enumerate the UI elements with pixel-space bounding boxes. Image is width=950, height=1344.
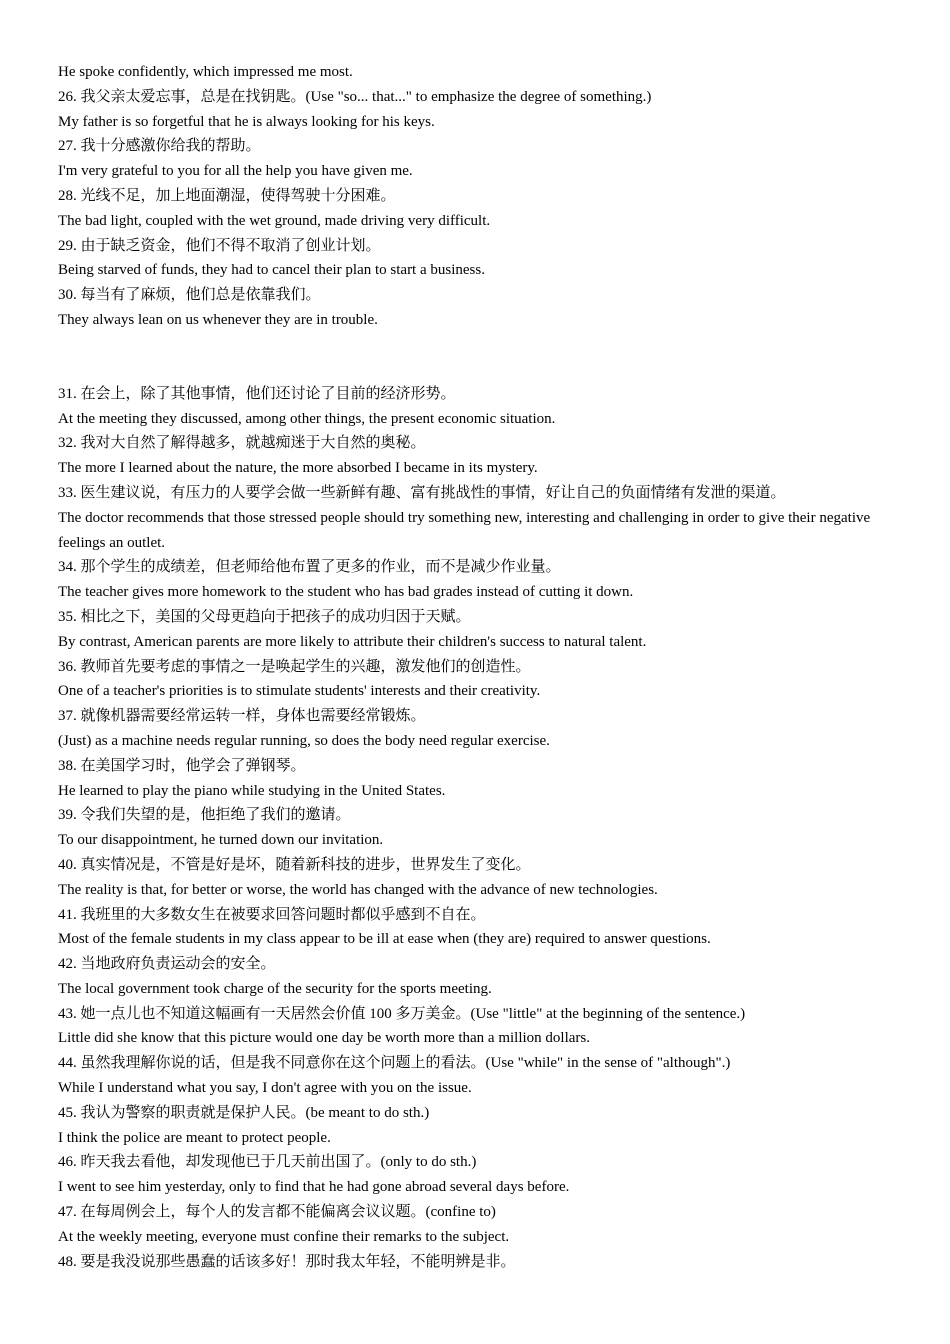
- text-line: 36. 教师首先要考虑的事情之一是唤起学生的兴趣，激发他们的创造性。: [58, 658, 531, 675]
- text-line: By contrast, American parents are more likely to attribute their children's success to natural talent.: [58, 633, 647, 650]
- text-line: At the weekly meeting, everyone must confine their remarks to the subject.: [58, 1228, 510, 1245]
- text-line: 35. 相比之下，美国的父母更趋向于把孩子的成功归因于天赋。: [58, 608, 471, 625]
- text-line: 40. 真实情况是，不管是好是坏，随着新科技的进步，世界发生了变化。: [58, 856, 531, 873]
- text-line: The bad light, coupled with the wet ground, made driving very difficult.: [58, 212, 491, 229]
- paragraph-gap: [58, 333, 898, 382]
- text-line: I went to see him yesterday, only to find that he had gone abroad several days before.: [58, 1179, 570, 1196]
- text-line: (Just) as a machine needs regular running, so does the body need regular exercise.: [58, 732, 550, 749]
- text-line: 31. 在会上，除了其他事情，他们还讨论了目前的经济形势。: [58, 385, 456, 402]
- text-block-1: [58, 60, 898, 333]
- text-line: The reality is that, for better or worse, the world has changed with the advance of new technologies.: [58, 881, 658, 898]
- document-page: [58, 60, 898, 1274]
- text-line: I think the police are meant to protect people.: [58, 1129, 331, 1146]
- text-line: 42. 当地政府负责运动会的安全。: [58, 956, 276, 973]
- text-line: 38. 在美国学习时，他学会了弹钢琴。: [58, 757, 306, 774]
- text-line: 47. 在每周例会上，每个人的发言都不能偏离会议议题。(confine to): [58, 1204, 496, 1221]
- text-line: 41. 我班里的大多数女生在被要求回答问题时都似乎感到不自在。: [58, 906, 486, 923]
- text-line: 28. 光线不足，加上地面潮湿，使得驾驶十分困难。: [58, 187, 396, 204]
- text-line: 26. 我父亲太爱忘事，总是在找钥匙。(Use "so... that..." to emphasize the degree of something.): [58, 88, 652, 105]
- text-block-2: [58, 382, 898, 1275]
- text-line: My father is so forgetful that he is always looking for his keys.: [58, 113, 435, 130]
- text-line: While I understand what you say, I don't agree with you on the issue.: [58, 1080, 472, 1097]
- text-line: 48. 要是我没说那些愚蠢的话该多好！那时我太年轻，不能明辨是非。: [58, 1253, 516, 1270]
- text-line: 34. 那个学生的成绩差，但老师给他布置了更多的作业，而不是减少作业量。: [58, 559, 561, 576]
- text-line: They always lean on us whenever they are in trouble.: [58, 311, 378, 328]
- text-line: The local government took charge of the security for the sports meeting.: [58, 980, 492, 997]
- text-line: The teacher gives more homework to the student who has bad grades instead of cutting it down.: [58, 584, 634, 601]
- text-line: 39. 令我们失望的是，他拒绝了我们的邀请。: [58, 807, 351, 824]
- text-line: The more I learned about the nature, the more absorbed I became in its mystery.: [58, 460, 538, 477]
- text-line: The doctor recommends that those stressed people should try something new, interesting and challenging in order to give their negative feelings an outlet.: [58, 509, 871, 551]
- text-line: 33. 医生建议说，有压力的人要学会做一些新鲜有趣、富有挑战性的事情，好让自己的负面情绪有发泄的渠道。: [58, 484, 786, 501]
- text-line: 27. 我十分感激你给我的帮助。: [58, 138, 261, 155]
- text-line: He spoke confidently, which impressed me most.: [58, 64, 353, 80]
- text-line: 45. 我认为警察的职责就是保护人民。(be meant to do sth.): [58, 1104, 430, 1121]
- text-line: He learned to play the piano while studying in the United States.: [58, 782, 446, 799]
- text-line: Most of the female students in my class appear to be ill at ease when (they are) required to answer questions.: [58, 931, 711, 948]
- text-line: Little did she know that this picture would one day be worth more than a million dollars.: [58, 1030, 590, 1047]
- text-line: 44. 虽然我理解你说的话，但是我不同意你在这个问题上的看法。(Use "while" in the sense of "although".): [58, 1055, 731, 1072]
- text-line: Being starved of funds, they had to cancel their plan to start a business.: [58, 262, 485, 279]
- text-line: 30. 每当有了麻烦，他们总是依靠我们。: [58, 287, 321, 304]
- text-line: I'm very grateful to you for all the help you have given me.: [58, 163, 413, 180]
- text-line: 37. 就像机器需要经常运转一样，身体也需要经常锻炼。: [58, 708, 426, 725]
- text-line: At the meeting they discussed, among other things, the present economic situation.: [58, 410, 556, 427]
- text-line: To our disappointment, he turned down our invitation.: [58, 832, 384, 849]
- text-line: 29. 由于缺乏资金，他们不得不取消了创业计划。: [58, 237, 381, 254]
- text-line: 32. 我对大自然了解得越多，就越痴迷于大自然的奥秘。: [58, 435, 426, 452]
- text-line: One of a teacher's priorities is to stimulate students' interests and their creativity.: [58, 683, 541, 700]
- text-line: 43. 她一点儿也不知道这幅画有一天居然会价值 100 多万美金。(Use "little" at the beginning of the sentence.): [58, 1005, 746, 1022]
- text-line: 46. 昨天我去看他，却发现他已于几天前出国了。(only to do sth.): [58, 1154, 477, 1171]
